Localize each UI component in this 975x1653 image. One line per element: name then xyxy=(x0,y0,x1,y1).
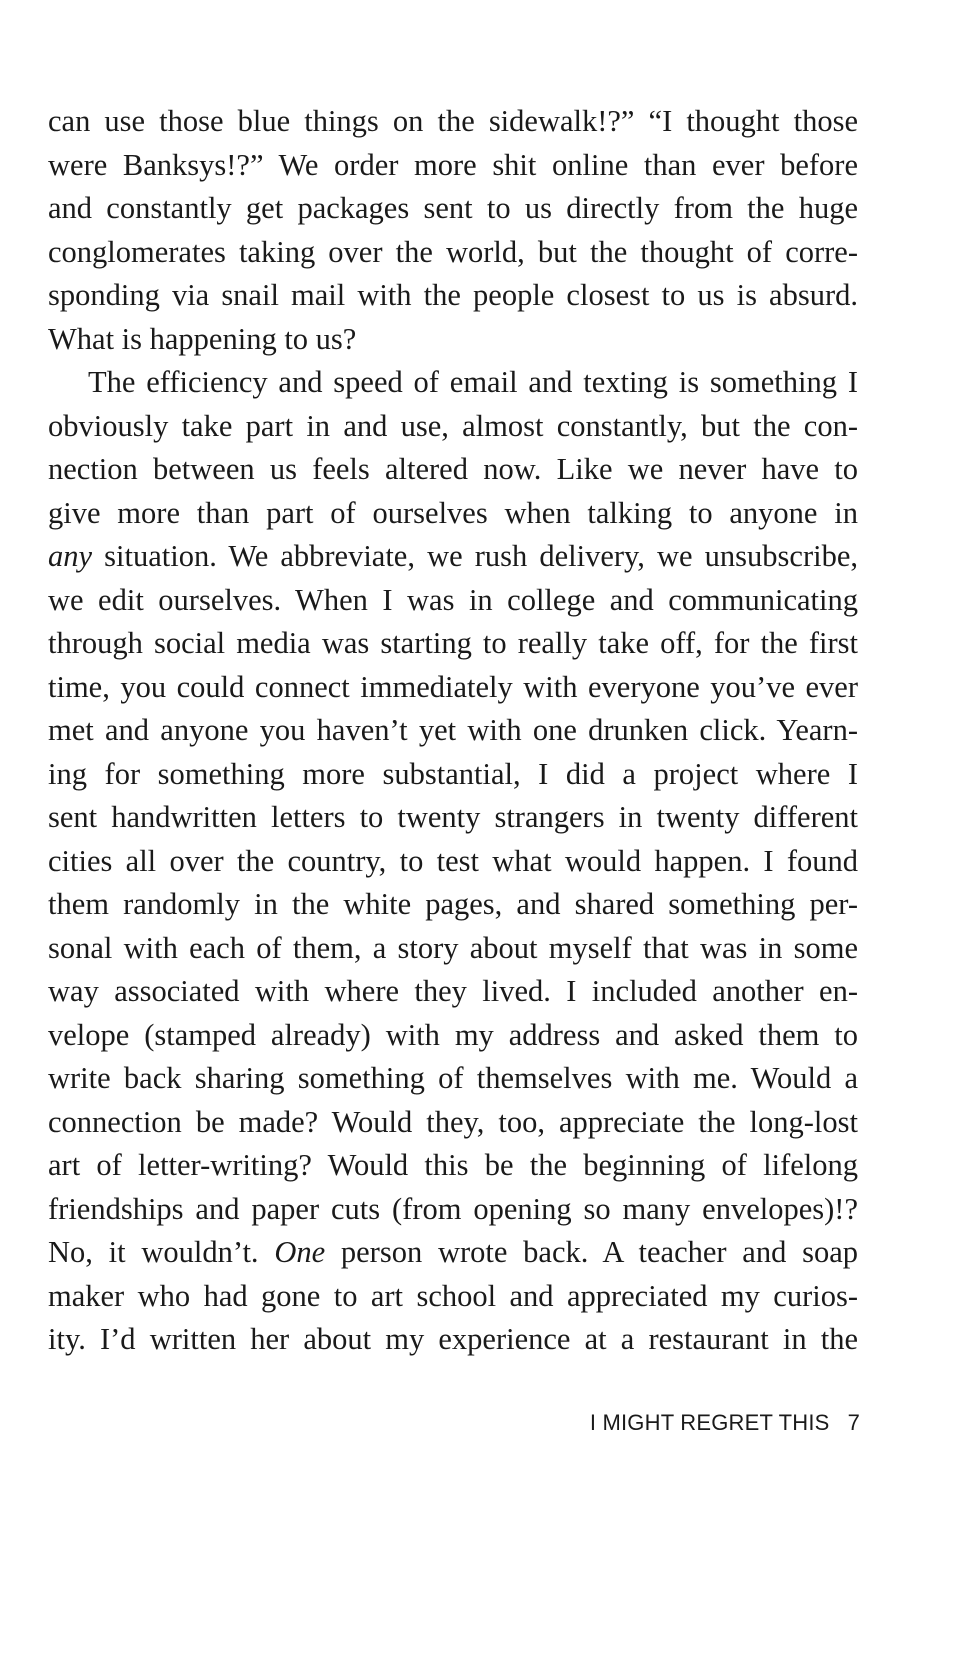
text-line: maker who had gone to art school and appreciated my curios- xyxy=(48,1278,858,1313)
text-line: connection be made? Would they, too, appreciate the long-lost xyxy=(48,1104,858,1139)
text-line xyxy=(48,1231,858,1275)
text-line: nection between us feels altered now. Like we never have to xyxy=(48,452,858,486)
text-line: obviously take part in and use, almost constantly, but the con- xyxy=(48,408,858,443)
text-segment: situation. We abbreviate, we rush delivery, we unsubscribe, xyxy=(92,539,858,573)
text-line: cities all over the country, to test what would happen. I found xyxy=(48,843,858,878)
text-line: way associated with where they lived. I included another en- xyxy=(48,974,858,1008)
text-line: and constantly get packages sent to us directly from the huge xyxy=(48,191,858,225)
text-line: friendships and paper cuts (from opening so many envelopes)!? xyxy=(48,1191,858,1226)
text-segment: person wrote back. A teacher and soap xyxy=(325,1235,858,1269)
text-line: sonal with each of them, a story about myself that was in some xyxy=(48,930,858,965)
text-line: them randomly in the white pages, and shared something per- xyxy=(48,887,858,921)
text-segment: No, it wouldn’t. xyxy=(48,1235,275,1269)
italic-word: any xyxy=(48,539,93,573)
running-head: I MIGHT REGRET THIS xyxy=(589,1410,830,1435)
text-line: ing for something more substantial, I did a project where I xyxy=(48,756,858,791)
text-line: sent handwritten letters to twenty strangers in twenty different xyxy=(48,800,858,834)
text-line: write back sharing something of themselves with me. Would a xyxy=(48,1061,858,1095)
text-line: What is happening to us? xyxy=(48,321,357,356)
text-line: can use those blue things on the sidewalk!?” “I thought those xyxy=(48,104,858,138)
text-line: give more than part of ourselves when talking to anyone in xyxy=(48,495,858,530)
page-footer xyxy=(560,1410,860,1436)
text-line: The efficiency and speed of email and texting is something I xyxy=(88,365,858,399)
page-number: 7 xyxy=(847,1410,860,1435)
text-line: through social media was starting to really take off, for the first xyxy=(48,626,858,660)
text-line: time, you could connect immediately with everyone you’ve ever xyxy=(48,669,858,704)
body-text xyxy=(48,100,858,1362)
text-line: conglomerates taking over the world, but the thought of corre- xyxy=(48,234,858,269)
text-line: met and anyone you haven’t yet with one drunken click. Yearn- xyxy=(48,713,858,747)
text-line: we edit ourselves. When I was in college and communicating xyxy=(48,582,858,617)
italic-word: One xyxy=(274,1235,326,1269)
text-line: art of letter-writing? Would this be the beginning of lifelong xyxy=(48,1148,858,1182)
text-line: sponding via snail mail with the people closest to us is absurd. xyxy=(48,278,858,312)
text-line: velope (stamped already) with my address and asked them to xyxy=(48,1017,858,1052)
text-line xyxy=(48,535,858,579)
text-line: ity. I’d written her about my experience at a restaurant in the xyxy=(48,1322,858,1356)
text-line: were Banksys!?” We order more shit online than ever before xyxy=(48,147,858,182)
